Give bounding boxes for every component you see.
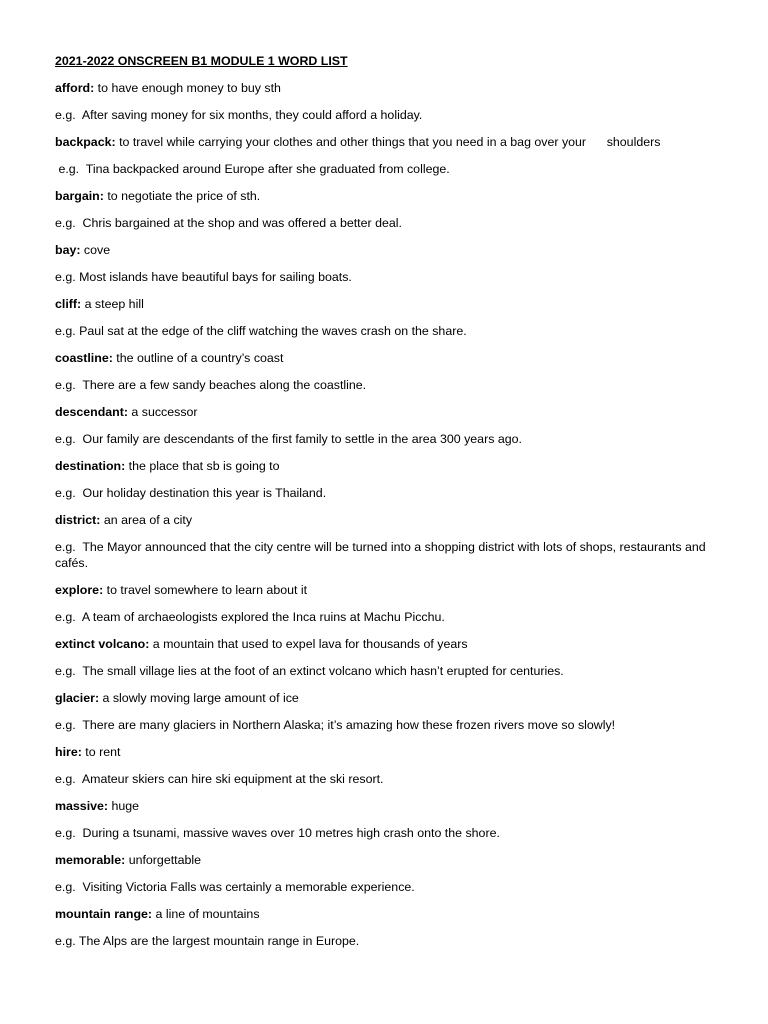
definition-line — [55, 134, 728, 150]
definition: to rent — [81, 745, 121, 759]
entry-bay — [55, 242, 728, 285]
example: e.g. The Alps are the largest mountain range in Europe. — [55, 934, 360, 948]
definition: to travel somewhere to learn about it — [103, 583, 308, 597]
example: e.g. The small village lies at the foot of an extinct volcano which hasn’t erupted for centuries. — [55, 664, 564, 678]
definition-line — [55, 296, 728, 312]
definition-line — [55, 690, 728, 706]
example: e.g. Our holiday destination this year is Thailand. — [55, 486, 327, 500]
example: e.g. Chris bargained at the shop and was offered a better deal. — [55, 216, 402, 230]
entry-destination — [55, 458, 728, 501]
entry-afford — [55, 80, 728, 123]
term: bay: — [55, 243, 81, 257]
definition-line — [55, 404, 728, 420]
example: e.g. The Mayor announced that the city centre will be turned into a shopping district with lots of shops, restaurants and cafés. — [55, 540, 710, 570]
definition-line — [55, 582, 728, 598]
example: e.g. There are a few sandy beaches along the coastline. — [55, 378, 367, 392]
entry-hire — [55, 744, 728, 787]
entry-mountain-range — [55, 906, 728, 949]
definition-line — [55, 852, 728, 868]
term: hire: — [55, 745, 82, 759]
definition-line — [55, 350, 728, 366]
term: explore: — [55, 583, 104, 597]
term: destination: — [55, 459, 126, 473]
definition: an area of a city — [100, 513, 193, 527]
entry-glacier — [55, 690, 728, 733]
entry-bargain — [55, 188, 728, 231]
term: glacier: — [55, 691, 100, 705]
term: memorable: — [55, 853, 126, 867]
example: e.g. Paul sat at the edge of the cliff watching the waves crash on the share. — [55, 324, 467, 338]
definition-line — [55, 458, 728, 474]
term: bargain: — [55, 189, 104, 203]
entry-explore — [55, 582, 728, 625]
term: afford: — [55, 81, 95, 95]
entry-extinct-volcano — [55, 636, 728, 679]
definition: unforgettable — [125, 853, 202, 867]
definition: cove — [80, 243, 111, 257]
term: descendant: — [55, 405, 128, 419]
definition: to negotiate the price of sth. — [103, 189, 261, 203]
definition: the place that sb is going to — [125, 459, 280, 473]
entry-descendant — [55, 404, 728, 447]
definition: a mountain that used to expel lava for thousands of years — [149, 637, 468, 651]
term: district: — [55, 513, 101, 527]
example: e.g. Most islands have beautiful bays for sailing boats. — [55, 270, 352, 284]
example: e.g. After saving money for six months, they could afford a holiday. — [55, 108, 423, 122]
example: e.g. Tina backpacked around Europe after she graduated from college. — [55, 162, 450, 176]
definition: to travel while carrying your clothes and other things that you need in a bag over your shoulders — [115, 135, 661, 149]
definition-line — [55, 188, 728, 204]
definition-line — [55, 744, 728, 760]
entry-backpack — [55, 134, 728, 177]
definition-line — [55, 798, 728, 814]
definition-line — [55, 636, 728, 652]
definition: a line of mountains — [152, 907, 260, 921]
definition-line — [55, 242, 728, 258]
example: e.g. Visiting Victoria Falls was certainly a memorable experience. — [55, 880, 415, 894]
term: massive: — [55, 799, 109, 813]
definition-line — [55, 512, 728, 528]
definition: a steep hill — [81, 297, 144, 311]
definition-line — [55, 906, 728, 922]
term: extinct volcano: — [55, 637, 150, 651]
definition: huge — [108, 799, 140, 813]
term: backpack: — [55, 135, 116, 149]
entry-cliff — [55, 296, 728, 339]
entry-district — [55, 512, 728, 571]
document-title: 2021-2022 ONSCREEN B1 MODULE 1 WORD LIST — [55, 54, 348, 68]
example: e.g. There are many glaciers in Northern Alaska; it’s amazing how these frozen rivers move so slowly! — [55, 718, 616, 732]
example: e.g. During a tsunami, massive waves over 10 metres high crash onto the shore. — [55, 826, 500, 840]
entry-memorable — [55, 852, 728, 895]
definition-line — [55, 80, 728, 96]
term: cliff: — [55, 297, 82, 311]
example: e.g. Our family are descendants of the first family to settle in the area 300 years ago. — [55, 432, 522, 446]
definition: to have enough money to buy sth — [94, 81, 281, 95]
example: e.g. Amateur skiers can hire ski equipment at the ski resort. — [55, 772, 384, 786]
definition: a successor — [127, 405, 198, 419]
entry-coastline — [55, 350, 728, 393]
term: mountain range: — [55, 907, 153, 921]
term: coastline: — [55, 351, 113, 365]
definition: the outline of a country’s coast — [112, 351, 284, 365]
example: e.g. A team of archaeologists explored the Inca ruins at Machu Picchu. — [55, 610, 445, 624]
entry-massive — [55, 798, 728, 841]
definition: a slowly moving large amount of ice — [99, 691, 299, 705]
